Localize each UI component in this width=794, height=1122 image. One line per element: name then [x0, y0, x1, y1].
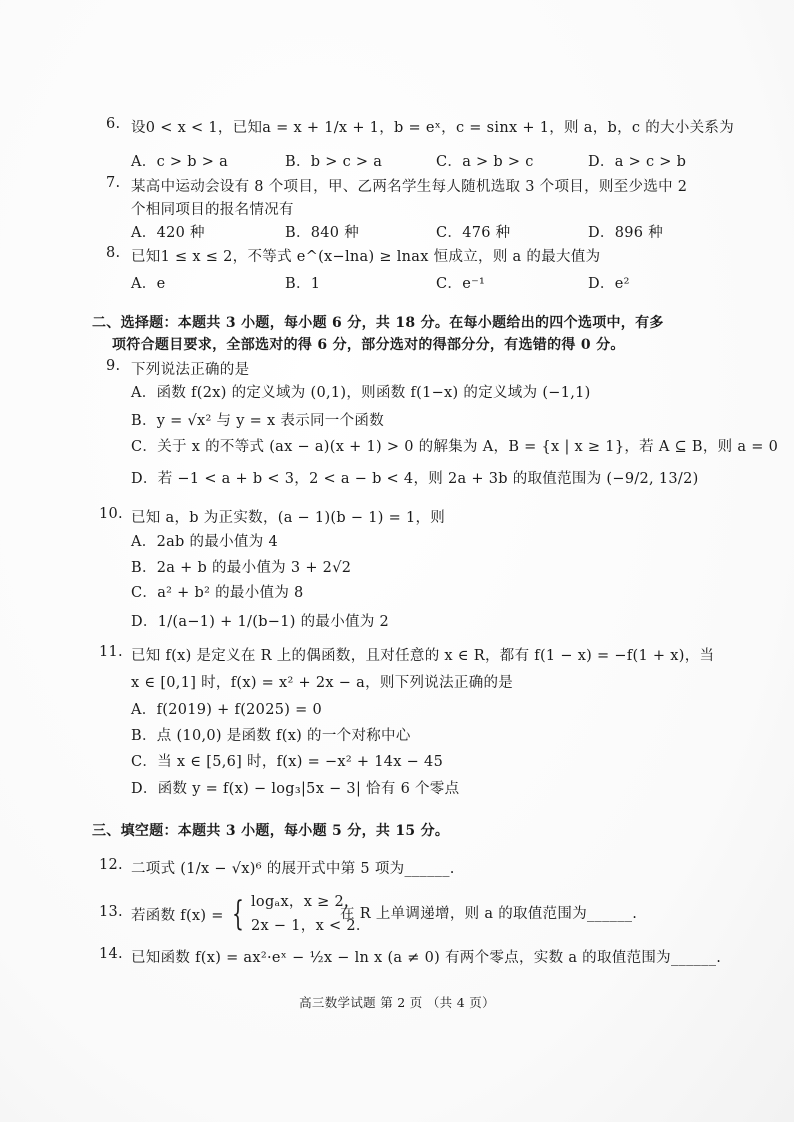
q7-option-d: D．896 种 — [588, 225, 664, 241]
q6-option-b: B．b > c > a — [285, 154, 383, 170]
q11-stem-line2: x ∈ [0,1] 时，f(x) = x² + 2x − a，则下列说法正确的是 — [131, 675, 514, 691]
q12-number: 12. — [99, 857, 123, 873]
q10-number: 10. — [99, 506, 123, 522]
q9-option-b: B．y = √x² 与 y = x 表示同一个函数 — [131, 413, 385, 429]
q7-number: 7. — [106, 175, 121, 191]
q8-option-c: C．e⁻¹ — [436, 276, 486, 292]
q10-option-a: A．2ab 的最小值为 4 — [131, 534, 278, 550]
q10-option-b: B．2a + b 的最小值为 3 + 2√2 — [131, 560, 352, 576]
q6-option-d: D．a > c > b — [588, 154, 687, 170]
section3-heading: 三、填空题：本题共 3 小题，每小题 5 分，共 15 分。 — [92, 823, 450, 839]
q6-option-c: C．a > b > c — [436, 154, 534, 170]
q11-number: 11. — [99, 644, 123, 660]
q13-case2: 2x − 1，x < 2． — [251, 918, 371, 934]
q6-option-a: A．c > b > a — [131, 154, 229, 170]
q9-number: 9. — [106, 358, 121, 374]
q9-stem: 下列说法正确的是 — [131, 362, 250, 378]
page-footer: 高三数学试题 第 2 页 （共 4 页） — [299, 995, 495, 1010]
q8-option-a: A．e — [131, 276, 166, 292]
q11-option-b: B．点 (10,0) 是函数 f(x) 的一个对称中心 — [131, 728, 411, 744]
q12-stem: 二项式 (1/x − √x)⁶ 的展开式中第 5 项为______. — [131, 861, 455, 877]
q8-stem: 已知1 ≤ x ≤ 2，不等式 e^(x−lna) ≥ lnax 恒成立，则 a 的最大值为 — [131, 249, 601, 265]
q13-stem-prefix: 若函数 f(x) = — [131, 908, 224, 924]
q10-stem: 已知 a，b 为正实数，(a − 1)(b − 1) = 1，则 — [131, 510, 446, 526]
q10-option-d: D．1/(a−1) + 1/(b−1) 的最小值为 2 — [131, 614, 390, 630]
q14-stem: 已知函数 f(x) = ax²·eˣ − ½x − ln x (a ≠ 0) 有两个零点，实数 a 的取值范围为______. — [131, 950, 722, 966]
q11-option-a: A．f(2019) + f(2025) = 0 — [131, 702, 322, 718]
q13-stem-suffix: 在 R 上单调递增，则 a 的取值范围为______. — [340, 906, 638, 922]
q14-number: 14. — [99, 946, 123, 962]
q8-option-d: D．e² — [588, 276, 630, 292]
q9-option-d: D．若 −1 < a + b < 3，2 < a − b < 4，则 2a + 3b 的取值范围为 (−9/2, 13/2) — [131, 471, 699, 487]
section2-heading-line2: 项符合题目要求，全部选对的得 6 分，部分选对的得部分分，有选错的得 0 分。 — [112, 337, 625, 353]
q7-stem-line1: 某高中运动会设有 8 个项目，甲、乙两名学生每人随机选取 3 个项目，则至少选中 2 — [131, 179, 688, 195]
q13-left-brace: { — [232, 894, 245, 934]
q9-option-c: C．关于 x 的不等式 (ax − a)(x + 1) > 0 的解集为 A，B = {x | x ≥ 1}，若 A ⊆ B，则 a = 0 — [131, 439, 779, 455]
q13-number: 13. — [99, 904, 123, 920]
q13-case1: logₐx，x ≥ 2， — [251, 894, 359, 910]
q9-option-a: A．函数 f(2x) 的定义域为 (0,1)，则函数 f(1−x) 的定义域为 (−1,1) — [131, 385, 591, 401]
q8-option-b: B．1 — [285, 276, 321, 292]
q8-number: 8. — [106, 245, 121, 261]
q7-option-b: B．840 种 — [285, 225, 360, 241]
q7-stem-line2: 个相同项目的报名情况有 — [131, 202, 294, 218]
q11-option-d: D．函数 y = f(x) − log₃|5x − 3| 恰有 6 个零点 — [131, 781, 460, 797]
q6-number: 6. — [106, 116, 121, 132]
q10-option-c: C．a² + b² 的最小值为 8 — [131, 585, 304, 601]
q7-option-c: C．476 种 — [436, 225, 511, 241]
q11-stem-line1: 已知 f(x) 是定义在 R 上的偶函数，且对任意的 x ∈ R，都有 f(1 − x) = −f(1 + x)，当 — [131, 648, 715, 664]
q6-stem: 设0 < x < 1，已知a = x + 1/x + 1，b = eˣ，c = sinx + 1，则 a，b，c 的大小关系为 — [131, 120, 735, 136]
section2-heading-line1: 二、选择题：本题共 3 小题，每小题 6 分，共 18 分。在每小题给出的四个选项中，有多 — [92, 315, 664, 331]
q7-option-a: A．420 种 — [131, 225, 205, 241]
q11-option-c: C．当 x ∈ [5,6] 时，f(x) = −x² + 14x − 45 — [131, 754, 444, 770]
